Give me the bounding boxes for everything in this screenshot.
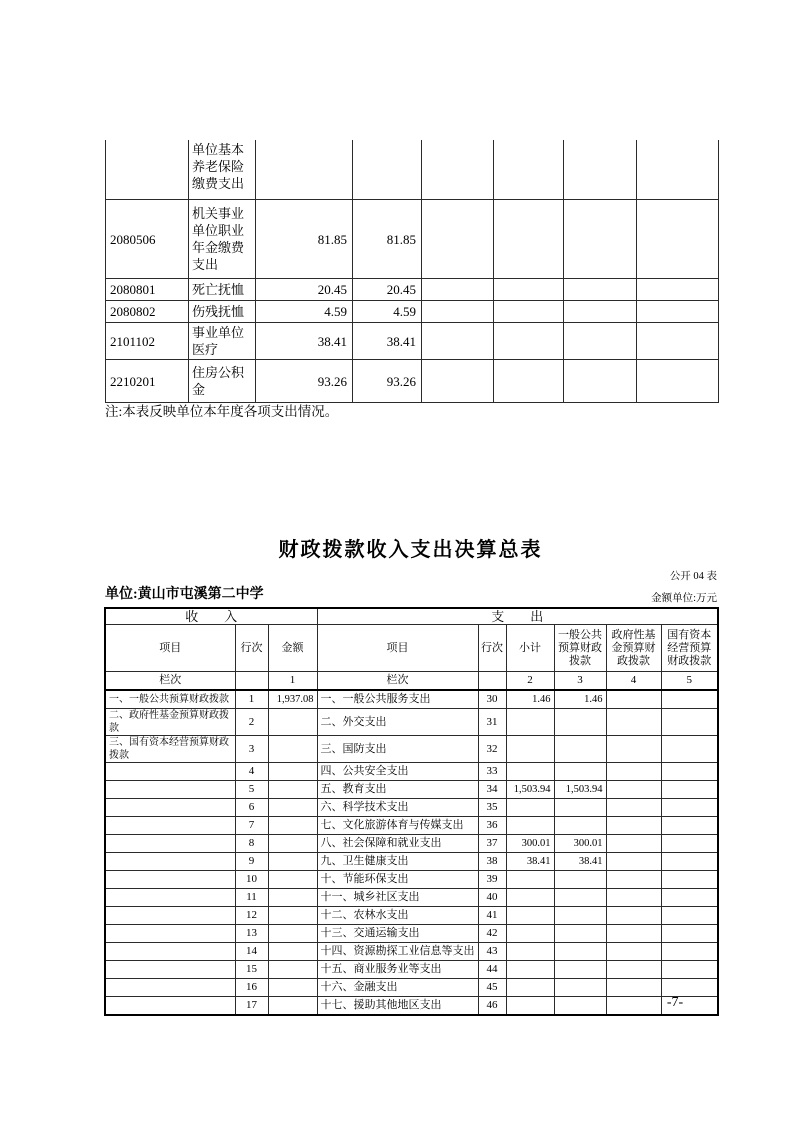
general-budget-cell bbox=[554, 709, 606, 736]
state-capital-cell bbox=[661, 781, 718, 799]
income-amount-cell bbox=[268, 997, 317, 1016]
column-index-blank bbox=[235, 672, 268, 691]
column-index-3: 3 bbox=[554, 672, 606, 691]
summary-table-row bbox=[105, 709, 718, 736]
state-capital-cell bbox=[661, 835, 718, 853]
state-capital-cell bbox=[661, 925, 718, 943]
empty-cell bbox=[637, 200, 719, 279]
income-item-cell bbox=[105, 925, 235, 943]
unit-label: 单位:黄山市屯溪第二中学 bbox=[105, 587, 264, 602]
income-amount-cell bbox=[268, 979, 317, 997]
income-amount-cell bbox=[268, 709, 317, 736]
general-budget-cell bbox=[554, 889, 606, 907]
summary-table-row bbox=[105, 799, 718, 817]
income-line-cell: 13 bbox=[235, 925, 268, 943]
name-cell: 单位基本养老保险缴费支出 bbox=[189, 140, 256, 200]
column-index-1: 1 bbox=[268, 672, 317, 691]
expense-item-cell: 九、卫生健康支出 bbox=[317, 853, 478, 871]
empty-cell bbox=[422, 140, 494, 200]
gov-fund-cell bbox=[606, 763, 661, 781]
expenditure-detail-row bbox=[106, 279, 719, 301]
income-line-cell: 10 bbox=[235, 871, 268, 889]
amount-cell: 93.26 bbox=[256, 360, 353, 403]
expense-line-cell: 46 bbox=[478, 997, 506, 1016]
expense-line-cell: 40 bbox=[478, 889, 506, 907]
gov-fund-cell bbox=[606, 781, 661, 799]
expense-item-cell: 二、外交支出 bbox=[317, 709, 478, 736]
expense-item-cell: 十三、交通运输支出 bbox=[317, 925, 478, 943]
income-amount-cell bbox=[268, 763, 317, 781]
col-general-budget: 一般公共预算财政拨款 bbox=[554, 625, 606, 672]
expenditure-detail-row bbox=[106, 301, 719, 323]
income-amount-cell bbox=[268, 943, 317, 961]
gov-fund-cell bbox=[606, 853, 661, 871]
empty-cell bbox=[494, 200, 564, 279]
income-line-cell: 8 bbox=[235, 835, 268, 853]
general-budget-cell: 38.41 bbox=[554, 853, 606, 871]
name-cell: 事业单位医疗 bbox=[189, 323, 256, 360]
column-number-row bbox=[105, 672, 718, 691]
column-index-5: 5 bbox=[661, 672, 718, 691]
gov-fund-cell bbox=[606, 961, 661, 979]
code-cell: 2210201 bbox=[106, 360, 189, 403]
name-cell: 机关事业单位职业年金缴费支出 bbox=[189, 200, 256, 279]
income-line-cell: 15 bbox=[235, 961, 268, 979]
subtotal-cell bbox=[506, 943, 554, 961]
expense-item-cell: 十四、资源勘探工业信息等支出 bbox=[317, 943, 478, 961]
summary-table-wrap bbox=[104, 607, 719, 1016]
subtotal-cell bbox=[506, 979, 554, 997]
amount-cell: 38.41 bbox=[256, 323, 353, 360]
subtotal-cell bbox=[506, 889, 554, 907]
col-expense-item: 项目 bbox=[317, 625, 478, 672]
gov-fund-cell bbox=[606, 835, 661, 853]
state-capital-cell bbox=[661, 979, 718, 997]
empty-cell bbox=[637, 323, 719, 360]
income-line-cell: 11 bbox=[235, 889, 268, 907]
empty-cell bbox=[564, 360, 637, 403]
income-item-cell bbox=[105, 835, 235, 853]
summary-table-row bbox=[105, 763, 718, 781]
amount-cell: 4.59 bbox=[256, 301, 353, 323]
state-capital-cell bbox=[661, 961, 718, 979]
summary-table-row bbox=[105, 871, 718, 889]
state-capital-cell bbox=[661, 763, 718, 781]
gov-fund-cell bbox=[606, 907, 661, 925]
expense-line-cell: 38 bbox=[478, 853, 506, 871]
expenditure-detail-row bbox=[106, 323, 719, 360]
general-budget-cell bbox=[554, 997, 606, 1016]
column-index-label: 栏次 bbox=[105, 672, 235, 691]
income-line-cell: 6 bbox=[235, 799, 268, 817]
empty-cell bbox=[494, 301, 564, 323]
amount-cell: 38.41 bbox=[353, 323, 422, 360]
empty-cell bbox=[494, 323, 564, 360]
expense-line-cell: 41 bbox=[478, 907, 506, 925]
column-index-label: 栏次 bbox=[317, 672, 478, 691]
income-item-cell bbox=[105, 799, 235, 817]
expense-line-cell: 45 bbox=[478, 979, 506, 997]
income-amount-cell bbox=[268, 817, 317, 835]
general-budget-cell bbox=[554, 979, 606, 997]
expense-item-cell: 十五、商业服务业等支出 bbox=[317, 961, 478, 979]
column-index-4: 4 bbox=[606, 672, 661, 691]
income-item-cell bbox=[105, 871, 235, 889]
col-gov-fund: 政府性基金预算财政拨款 bbox=[606, 625, 661, 672]
expense-line-cell: 30 bbox=[478, 690, 506, 709]
col-expense-line: 行次 bbox=[478, 625, 506, 672]
income-amount-cell bbox=[268, 799, 317, 817]
code-cell: 2080802 bbox=[106, 301, 189, 323]
empty-cell bbox=[637, 360, 719, 403]
expenditure-detail-row bbox=[106, 140, 719, 200]
gov-fund-cell bbox=[606, 889, 661, 907]
code-cell bbox=[106, 140, 189, 200]
income-item-cell bbox=[105, 817, 235, 835]
income-amount-cell bbox=[268, 925, 317, 943]
gov-fund-cell bbox=[606, 979, 661, 997]
income-amount-cell bbox=[268, 961, 317, 979]
expense-line-cell: 31 bbox=[478, 709, 506, 736]
amount-cell: 20.45 bbox=[353, 279, 422, 301]
income-amount-cell bbox=[268, 853, 317, 871]
summary-table-row bbox=[105, 817, 718, 835]
income-item-cell: 二、政府性基金预算财政拨款 bbox=[105, 709, 235, 736]
state-capital-cell bbox=[661, 853, 718, 871]
income-line-cell: 2 bbox=[235, 709, 268, 736]
summary-table-row bbox=[105, 690, 718, 709]
subtotal-cell bbox=[506, 997, 554, 1016]
column-header-row bbox=[105, 625, 718, 672]
expense-item-cell: 十一、城乡社区支出 bbox=[317, 889, 478, 907]
page-title: 财政拨款收入支出决算总表 bbox=[278, 539, 543, 561]
subtotal-cell bbox=[506, 709, 554, 736]
subtotal-cell: 38.41 bbox=[506, 853, 554, 871]
gov-fund-cell bbox=[606, 799, 661, 817]
expense-line-cell: 33 bbox=[478, 763, 506, 781]
code-cell: 2080506 bbox=[106, 200, 189, 279]
income-line-cell: 16 bbox=[235, 979, 268, 997]
table-note: 注:本表反映单位本年度各项支出情况。 bbox=[105, 404, 339, 419]
empty-cell bbox=[494, 279, 564, 301]
income-amount-cell bbox=[268, 871, 317, 889]
income-line-cell: 3 bbox=[235, 736, 268, 763]
empty-cell bbox=[637, 279, 719, 301]
state-capital-cell bbox=[661, 889, 718, 907]
income-line-cell: 1 bbox=[235, 690, 268, 709]
income-line-cell: 17 bbox=[235, 997, 268, 1016]
income-amount-cell: 1,937.08 bbox=[268, 690, 317, 709]
code-cell: 2101102 bbox=[106, 323, 189, 360]
empty-cell bbox=[564, 279, 637, 301]
gov-fund-cell bbox=[606, 943, 661, 961]
amount-unit-label: 金额单位:万元 bbox=[651, 593, 717, 604]
income-item-cell bbox=[105, 961, 235, 979]
expense-line-cell: 39 bbox=[478, 871, 506, 889]
summary-table-row bbox=[105, 997, 718, 1016]
expense-item-cell: 十七、援助其他地区支出 bbox=[317, 997, 478, 1016]
income-item-cell bbox=[105, 907, 235, 925]
state-capital-cell bbox=[661, 690, 718, 709]
summary-table-row bbox=[105, 979, 718, 997]
expense-item-cell: 一、一般公共服务支出 bbox=[317, 690, 478, 709]
gov-fund-cell bbox=[606, 871, 661, 889]
col-income-item: 项目 bbox=[105, 625, 235, 672]
subtotal-cell bbox=[506, 736, 554, 763]
empty-cell bbox=[494, 360, 564, 403]
name-cell: 伤残抚恤 bbox=[189, 301, 256, 323]
summary-table-row bbox=[105, 781, 718, 799]
expenditure-detail-row bbox=[106, 360, 719, 403]
empty-cell bbox=[422, 301, 494, 323]
code-cell: 2080801 bbox=[106, 279, 189, 301]
general-budget-cell bbox=[554, 961, 606, 979]
income-item-cell bbox=[105, 943, 235, 961]
income-amount-cell bbox=[268, 736, 317, 763]
income-item-cell bbox=[105, 781, 235, 799]
subtotal-cell: 1,503.94 bbox=[506, 781, 554, 799]
empty-cell bbox=[422, 323, 494, 360]
income-line-cell: 4 bbox=[235, 763, 268, 781]
col-income-amount: 金额 bbox=[268, 625, 317, 672]
gov-fund-cell bbox=[606, 736, 661, 763]
subtotal-cell bbox=[506, 763, 554, 781]
amount-cell: 81.85 bbox=[256, 200, 353, 279]
income-line-cell: 12 bbox=[235, 907, 268, 925]
col-subtotal: 小计 bbox=[506, 625, 554, 672]
summary-table-row bbox=[105, 907, 718, 925]
expense-item-cell: 五、教育支出 bbox=[317, 781, 478, 799]
name-cell: 死亡抚恤 bbox=[189, 279, 256, 301]
empty-cell bbox=[564, 140, 637, 200]
income-item-cell bbox=[105, 763, 235, 781]
expense-item-cell: 七、文化旅游体育与传媒支出 bbox=[317, 817, 478, 835]
expense-line-cell: 42 bbox=[478, 925, 506, 943]
empty-cell bbox=[637, 301, 719, 323]
income-item-cell bbox=[105, 853, 235, 871]
summary-table bbox=[104, 607, 719, 1016]
general-budget-cell bbox=[554, 736, 606, 763]
general-budget-cell bbox=[554, 871, 606, 889]
general-budget-cell bbox=[554, 763, 606, 781]
expense-line-cell: 37 bbox=[478, 835, 506, 853]
income-line-cell: 14 bbox=[235, 943, 268, 961]
income-amount-cell bbox=[268, 835, 317, 853]
income-amount-cell bbox=[268, 907, 317, 925]
amount-cell bbox=[353, 140, 422, 200]
general-budget-cell: 1.46 bbox=[554, 690, 606, 709]
subtotal-cell bbox=[506, 871, 554, 889]
expense-item-cell: 八、社会保障和就业支出 bbox=[317, 835, 478, 853]
subtotal-cell: 300.01 bbox=[506, 835, 554, 853]
general-budget-cell bbox=[554, 943, 606, 961]
empty-cell bbox=[564, 301, 637, 323]
income-line-cell: 7 bbox=[235, 817, 268, 835]
summary-table-row bbox=[105, 961, 718, 979]
income-amount-cell bbox=[268, 781, 317, 799]
subtotal-cell bbox=[506, 817, 554, 835]
expense-section-header: 支 出 bbox=[317, 608, 718, 625]
expense-item-cell: 十二、农林水支出 bbox=[317, 907, 478, 925]
expense-line-cell: 44 bbox=[478, 961, 506, 979]
empty-cell bbox=[637, 140, 719, 200]
summary-table-row bbox=[105, 736, 718, 763]
name-cell: 住房公积金 bbox=[189, 360, 256, 403]
empty-cell bbox=[564, 200, 637, 279]
general-budget-cell: 1,503.94 bbox=[554, 781, 606, 799]
subtotal-cell: 1.46 bbox=[506, 690, 554, 709]
empty-cell bbox=[494, 140, 564, 200]
income-item-cell: 一、一般公共预算财政拨款 bbox=[105, 690, 235, 709]
summary-table-row bbox=[105, 889, 718, 907]
summary-table-row bbox=[105, 943, 718, 961]
amount-cell: 4.59 bbox=[353, 301, 422, 323]
expense-line-cell: 34 bbox=[478, 781, 506, 799]
col-state-capital: 国有资本经营预算财政拨款 bbox=[661, 625, 718, 672]
subtotal-cell bbox=[506, 907, 554, 925]
page-number: -7- bbox=[666, 995, 684, 1010]
income-item-cell bbox=[105, 979, 235, 997]
subtotal-cell bbox=[506, 799, 554, 817]
summary-table-row bbox=[105, 925, 718, 943]
state-capital-cell bbox=[661, 799, 718, 817]
expenditure-detail-table bbox=[105, 140, 719, 403]
expense-line-cell: 35 bbox=[478, 799, 506, 817]
expense-line-cell: 32 bbox=[478, 736, 506, 763]
state-capital-cell bbox=[661, 736, 718, 763]
subtotal-cell bbox=[506, 925, 554, 943]
state-capital-cell bbox=[661, 817, 718, 835]
empty-cell bbox=[422, 360, 494, 403]
empty-cell bbox=[422, 279, 494, 301]
income-line-cell: 9 bbox=[235, 853, 268, 871]
income-item-cell bbox=[105, 997, 235, 1016]
amount-cell: 93.26 bbox=[353, 360, 422, 403]
expense-line-cell: 36 bbox=[478, 817, 506, 835]
general-budget-cell bbox=[554, 817, 606, 835]
gov-fund-cell bbox=[606, 690, 661, 709]
expenditure-detail-row bbox=[106, 200, 719, 279]
empty-cell bbox=[422, 200, 494, 279]
gov-fund-cell bbox=[606, 817, 661, 835]
income-section-header: 收 入 bbox=[105, 608, 317, 625]
gov-fund-cell bbox=[606, 925, 661, 943]
state-capital-cell bbox=[661, 907, 718, 925]
state-capital-cell bbox=[661, 871, 718, 889]
state-capital-cell bbox=[661, 943, 718, 961]
expense-item-cell: 十、节能环保支出 bbox=[317, 871, 478, 889]
empty-cell bbox=[564, 323, 637, 360]
table-code-label: 公开 04 表 bbox=[669, 571, 717, 582]
gov-fund-cell bbox=[606, 709, 661, 736]
income-amount-cell bbox=[268, 889, 317, 907]
summary-table-row bbox=[105, 835, 718, 853]
expense-item-cell: 四、公共安全支出 bbox=[317, 763, 478, 781]
expense-line-cell: 43 bbox=[478, 943, 506, 961]
income-item-cell: 三、国有资本经营预算财政拨款 bbox=[105, 736, 235, 763]
subtotal-cell bbox=[506, 961, 554, 979]
income-item-cell bbox=[105, 889, 235, 907]
general-budget-cell bbox=[554, 799, 606, 817]
state-capital-cell bbox=[661, 709, 718, 736]
general-budget-cell bbox=[554, 907, 606, 925]
expenditure-detail-table-wrap bbox=[105, 140, 719, 403]
expense-item-cell: 六、科学技术支出 bbox=[317, 799, 478, 817]
column-index-blank bbox=[478, 672, 506, 691]
income-line-cell: 5 bbox=[235, 781, 268, 799]
amount-cell: 81.85 bbox=[353, 200, 422, 279]
column-index-2: 2 bbox=[506, 672, 554, 691]
expense-item-cell: 三、国防支出 bbox=[317, 736, 478, 763]
amount-cell bbox=[256, 140, 353, 200]
section-header-row bbox=[105, 608, 718, 625]
general-budget-cell: 300.01 bbox=[554, 835, 606, 853]
summary-table-row bbox=[105, 853, 718, 871]
amount-cell: 20.45 bbox=[256, 279, 353, 301]
general-budget-cell bbox=[554, 925, 606, 943]
expense-item-cell: 十六、金融支出 bbox=[317, 979, 478, 997]
col-income-line: 行次 bbox=[235, 625, 268, 672]
